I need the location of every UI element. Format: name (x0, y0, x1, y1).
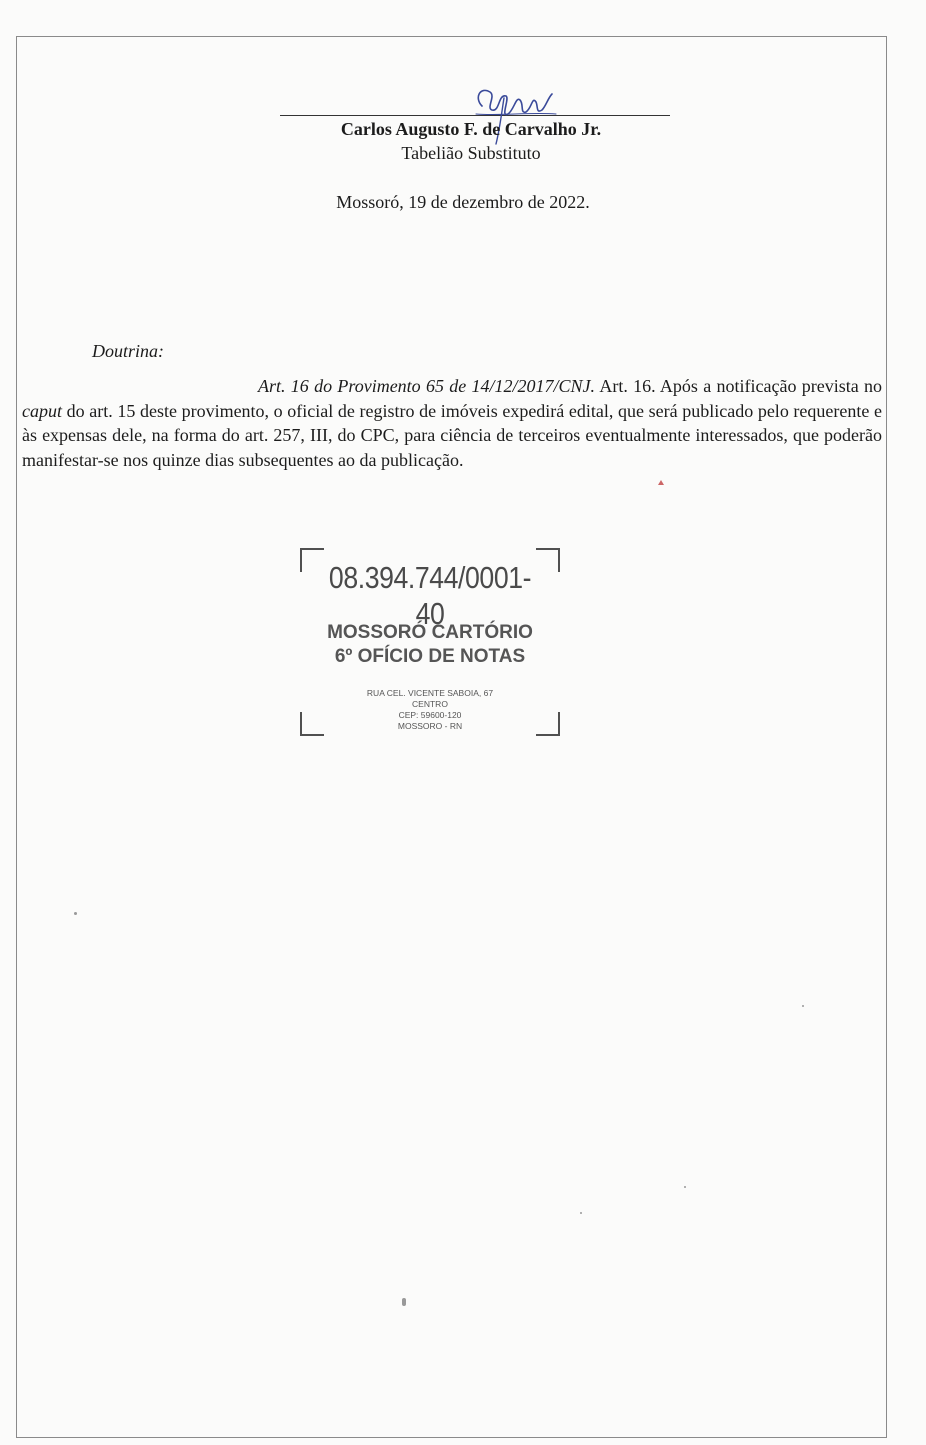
stamp-address-line1: RUA CEL. VICENTE SABOIA, 67 (366, 688, 494, 698)
stamp-cnpj: 08.394.744/0001-40 (328, 560, 532, 631)
signer-name: Carlos Augusto F. de Carvalho Jr. (340, 119, 602, 139)
doctrine-citation: Art. 16 do Provimento 65 de 14/12/2017/CNJ. (258, 376, 596, 396)
stamp-address-line3: CEP: 59600-120 (398, 710, 462, 720)
signer-role: Tabelião Substituto (401, 143, 541, 163)
small-red-mark (658, 480, 664, 485)
doctrine-text-part1: Art. 16. Após a notificação prevista no (595, 376, 883, 396)
stamp-name-line1: MOSSORÓ CARTÓRIO (327, 622, 533, 643)
scan-speck (74, 912, 77, 915)
doctrine-heading: Doutrina: (92, 341, 164, 361)
stamp-name-line2: 6º OFÍCIO DE NOTAS (334, 646, 526, 667)
scan-speck (580, 1212, 582, 1214)
doctrine-caput: caput (22, 400, 62, 421)
scan-speck (684, 1186, 686, 1188)
scan-speck (402, 1298, 406, 1306)
scan-speck (802, 1005, 804, 1007)
notary-stamp (300, 548, 560, 740)
place-date: Mossoró, 19 de dezembro de 2022. (336, 192, 590, 212)
doctrine-text-part2: do art. 15 deste provimento, o oficial de registro de imóveis expedirá edital, que será publicado pelo requerente e às expensas dele, na forma do art. 257, III, do CPC, para ciência de terceiros eventualmente interessados, que poderão manifestar-se nos quinze dias subsequentes ao da publicação. (22, 400, 882, 470)
stamp-address-line4: MOSSORO - RN (397, 721, 463, 731)
doctrine-paragraph (22, 374, 882, 472)
stamp-address-line2: CENTRO (412, 699, 448, 709)
